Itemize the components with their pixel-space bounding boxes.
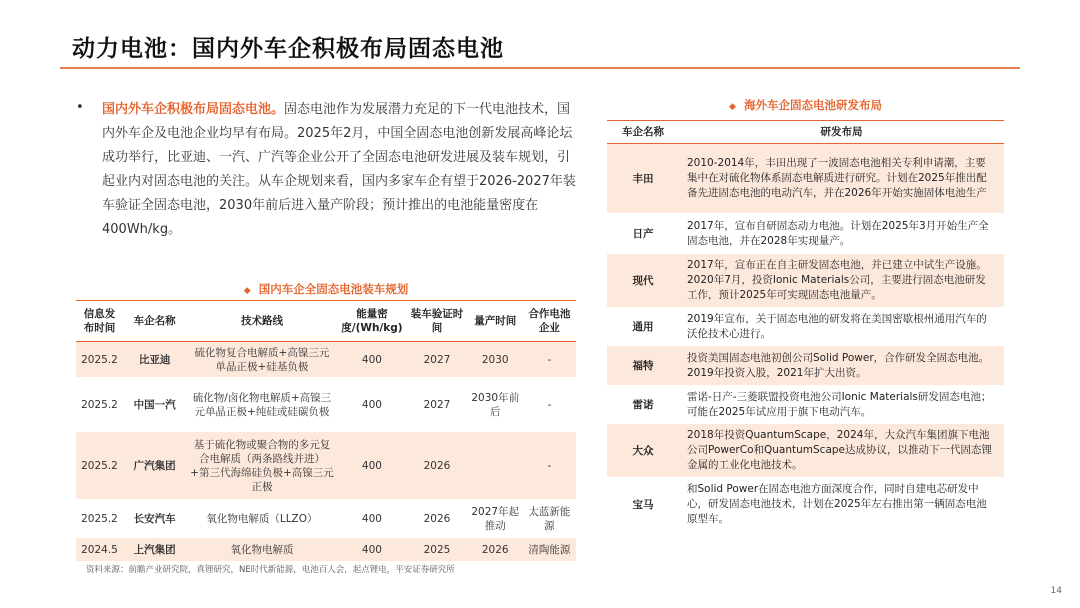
table-row bbox=[76, 538, 576, 562]
date-cell: 2025.2 bbox=[76, 432, 123, 500]
verify-cell: 2027 bbox=[406, 378, 467, 432]
partner-cell: 清陶能源 bbox=[523, 538, 576, 562]
desc-cell: 2017年，宣布正在自主研发固态电池，并已建立中试生产设施。2020年7月，投资Ionic Materials公司，主要进行固态电池研发工作，预计2025年可实现固态电池量产。 bbox=[679, 254, 1004, 308]
domestic-table-caption: ◆ 国内车企全固态电池装车规划 bbox=[243, 282, 409, 296]
verify-cell: 2026 bbox=[406, 432, 467, 500]
intro-highlight: 国内外车企积极布局固态电池。 bbox=[102, 102, 285, 117]
route-cell: 氧化物电解质 bbox=[186, 538, 337, 562]
company-cell: 通用 bbox=[607, 308, 679, 346]
table-row bbox=[76, 342, 576, 378]
page-title: 动力电池：国内外车企积极布局固态电池 bbox=[72, 36, 504, 62]
header-cell: 能量密度/(Wh/kg) bbox=[338, 301, 407, 342]
mass-cell: 2026 bbox=[468, 538, 523, 562]
title-rule bbox=[60, 67, 1020, 69]
company-cell: 比亚迪 bbox=[123, 342, 186, 378]
route-cell: 硫化物复合电解质+高镍三元单晶正极+硅基负极 bbox=[186, 342, 337, 378]
desc-cell: 2017年，宣布自研固态动力电池。计划在2025年3月开始生产全固态电池，并在2028年实现量产。 bbox=[679, 214, 1004, 254]
partner-cell: - bbox=[523, 342, 576, 378]
route-cell: 基于硫化物或聚合物的多元复合电解质（两条路线并进）+第三代海绵硅负极+高镍三元正极 bbox=[186, 432, 337, 500]
table-row bbox=[76, 378, 576, 432]
table-row bbox=[607, 214, 1004, 254]
table-row bbox=[607, 386, 1004, 424]
partner-cell: - bbox=[523, 432, 576, 500]
partner-cell: - bbox=[523, 378, 576, 432]
company-cell: 福特 bbox=[607, 346, 679, 386]
header-cell: 合作电池企业 bbox=[523, 301, 576, 342]
diamond-icon: ◆ bbox=[729, 102, 736, 112]
header-cell: 信息发布时间 bbox=[76, 301, 123, 342]
intro-text: 固态电池作为发展潜力充足的下一代电池技术，国内外车企及电池企业均早有布局。2025年2月，中国全固态电池创新发展高峰论坛成功举行，比亚迪、一汽、广汽等企业公开了全固态电池研发进展及装车规划，引起业内对固态电池的关注。从车企规划来看，国内多家车企有望于2026-2027年装车验证全固态电池，2030年前后进入量产阶段；预计推出的电池能量密度在400Wh/kg。 bbox=[102, 102, 576, 237]
desc-cell: 和Solid Power在固态电池方面深度合作，同时自建电芯研发中心，研发固态电池技术，计划在2025年左右推出第一辆固态电池原型车。 bbox=[679, 478, 1004, 532]
header-cell: 车企名称 bbox=[123, 301, 186, 342]
mass-cell: 2030 bbox=[468, 342, 523, 378]
company-cell: 长安汽车 bbox=[123, 500, 186, 538]
desc-cell: 2010-2014年，丰田出现了一波固态电池相关专利申请潮，主要集中在对硫化物体系固态电解质进行研究。计划在2025年推出配备先进固态电池的电动汽车，并在2026年开始实施固体电池生产 bbox=[679, 144, 1004, 214]
company-cell: 上汽集团 bbox=[123, 538, 186, 562]
table-row bbox=[607, 346, 1004, 386]
density-cell: 400 bbox=[338, 500, 407, 538]
table-row bbox=[607, 144, 1004, 214]
page-number: 14 bbox=[1050, 586, 1062, 596]
table-row bbox=[607, 308, 1004, 346]
company-cell: 宝马 bbox=[607, 478, 679, 532]
company-cell: 现代 bbox=[607, 254, 679, 308]
company-cell: 日产 bbox=[607, 214, 679, 254]
density-cell: 400 bbox=[338, 342, 407, 378]
date-cell: 2025.2 bbox=[76, 378, 123, 432]
table-row bbox=[607, 254, 1004, 308]
header-cell: 装车验证时间 bbox=[406, 301, 467, 342]
table-row bbox=[76, 500, 576, 538]
header-cell: 研发布局 bbox=[679, 121, 1004, 144]
date-cell: 2025.2 bbox=[76, 342, 123, 378]
header-cell: 车企名称 bbox=[607, 121, 679, 144]
density-cell: 400 bbox=[338, 432, 407, 500]
source-note: 资料来源：前瞻产业研究院，真锂研究，NE时代新能源，电池百人会，起点锂电，平安证券研究所 bbox=[86, 565, 455, 575]
overseas-table bbox=[607, 120, 1004, 532]
density-cell: 400 bbox=[338, 538, 407, 562]
verify-cell: 2027 bbox=[406, 342, 467, 378]
desc-cell: 2018年投资QuantumScape，2024年，大众汽车集团旗下电池公司PowerCo和QuantumScape达成协议，以推动下一代固态锂金属的工业化电池技术。 bbox=[679, 424, 1004, 478]
mass-cell: 2030年前后 bbox=[468, 378, 523, 432]
intro-paragraph bbox=[102, 98, 580, 242]
table-row bbox=[607, 424, 1004, 478]
bullet-dot: • bbox=[76, 100, 84, 115]
table-header-row bbox=[607, 121, 1004, 144]
table-row bbox=[607, 478, 1004, 532]
header-cell: 量产时间 bbox=[468, 301, 523, 342]
domestic-table bbox=[76, 300, 576, 562]
company-cell: 大众 bbox=[607, 424, 679, 478]
diamond-icon: ◆ bbox=[243, 286, 251, 296]
density-cell: 400 bbox=[338, 378, 407, 432]
company-cell: 广汽集团 bbox=[123, 432, 186, 500]
mass-cell bbox=[468, 432, 523, 500]
date-cell: 2024.5 bbox=[76, 538, 123, 562]
desc-cell: 2019年宣布，关于固态电池的研发将在美国密歇根州通用汽车的沃伦技术心进行。 bbox=[679, 308, 1004, 346]
route-cell: 氧化物电解质（LLZO） bbox=[186, 500, 337, 538]
company-cell: 雷诺 bbox=[607, 386, 679, 424]
company-cell: 中国一汽 bbox=[123, 378, 186, 432]
verify-cell: 2026 bbox=[406, 500, 467, 538]
date-cell: 2025.2 bbox=[76, 500, 123, 538]
table-header-row bbox=[76, 301, 576, 342]
mass-cell: 2027年起推动 bbox=[468, 500, 523, 538]
verify-cell: 2025 bbox=[406, 538, 467, 562]
partner-cell: 太蓝新能源 bbox=[523, 500, 576, 538]
route-cell: 硫化物/卤化物电解质+高镍三元单晶正极+纯硅或硅碳负极 bbox=[186, 378, 337, 432]
desc-cell: 雷诺-日产-三菱联盟投资电池公司Ionic Materials研发固态电池；可能在2025年试应用于旗下电动汽车。 bbox=[679, 386, 1004, 424]
table-row bbox=[76, 432, 576, 500]
header-cell: 技术路线 bbox=[186, 301, 337, 342]
desc-cell: 投资美国固态电池初创公司Solid Power，合作研发全固态电池。2019年投资入股，2021年扩大出资。 bbox=[679, 346, 1004, 386]
overseas-table-caption: ◆ 海外车企固态电池研发布局 bbox=[729, 98, 882, 112]
company-cell: 丰田 bbox=[607, 144, 679, 214]
